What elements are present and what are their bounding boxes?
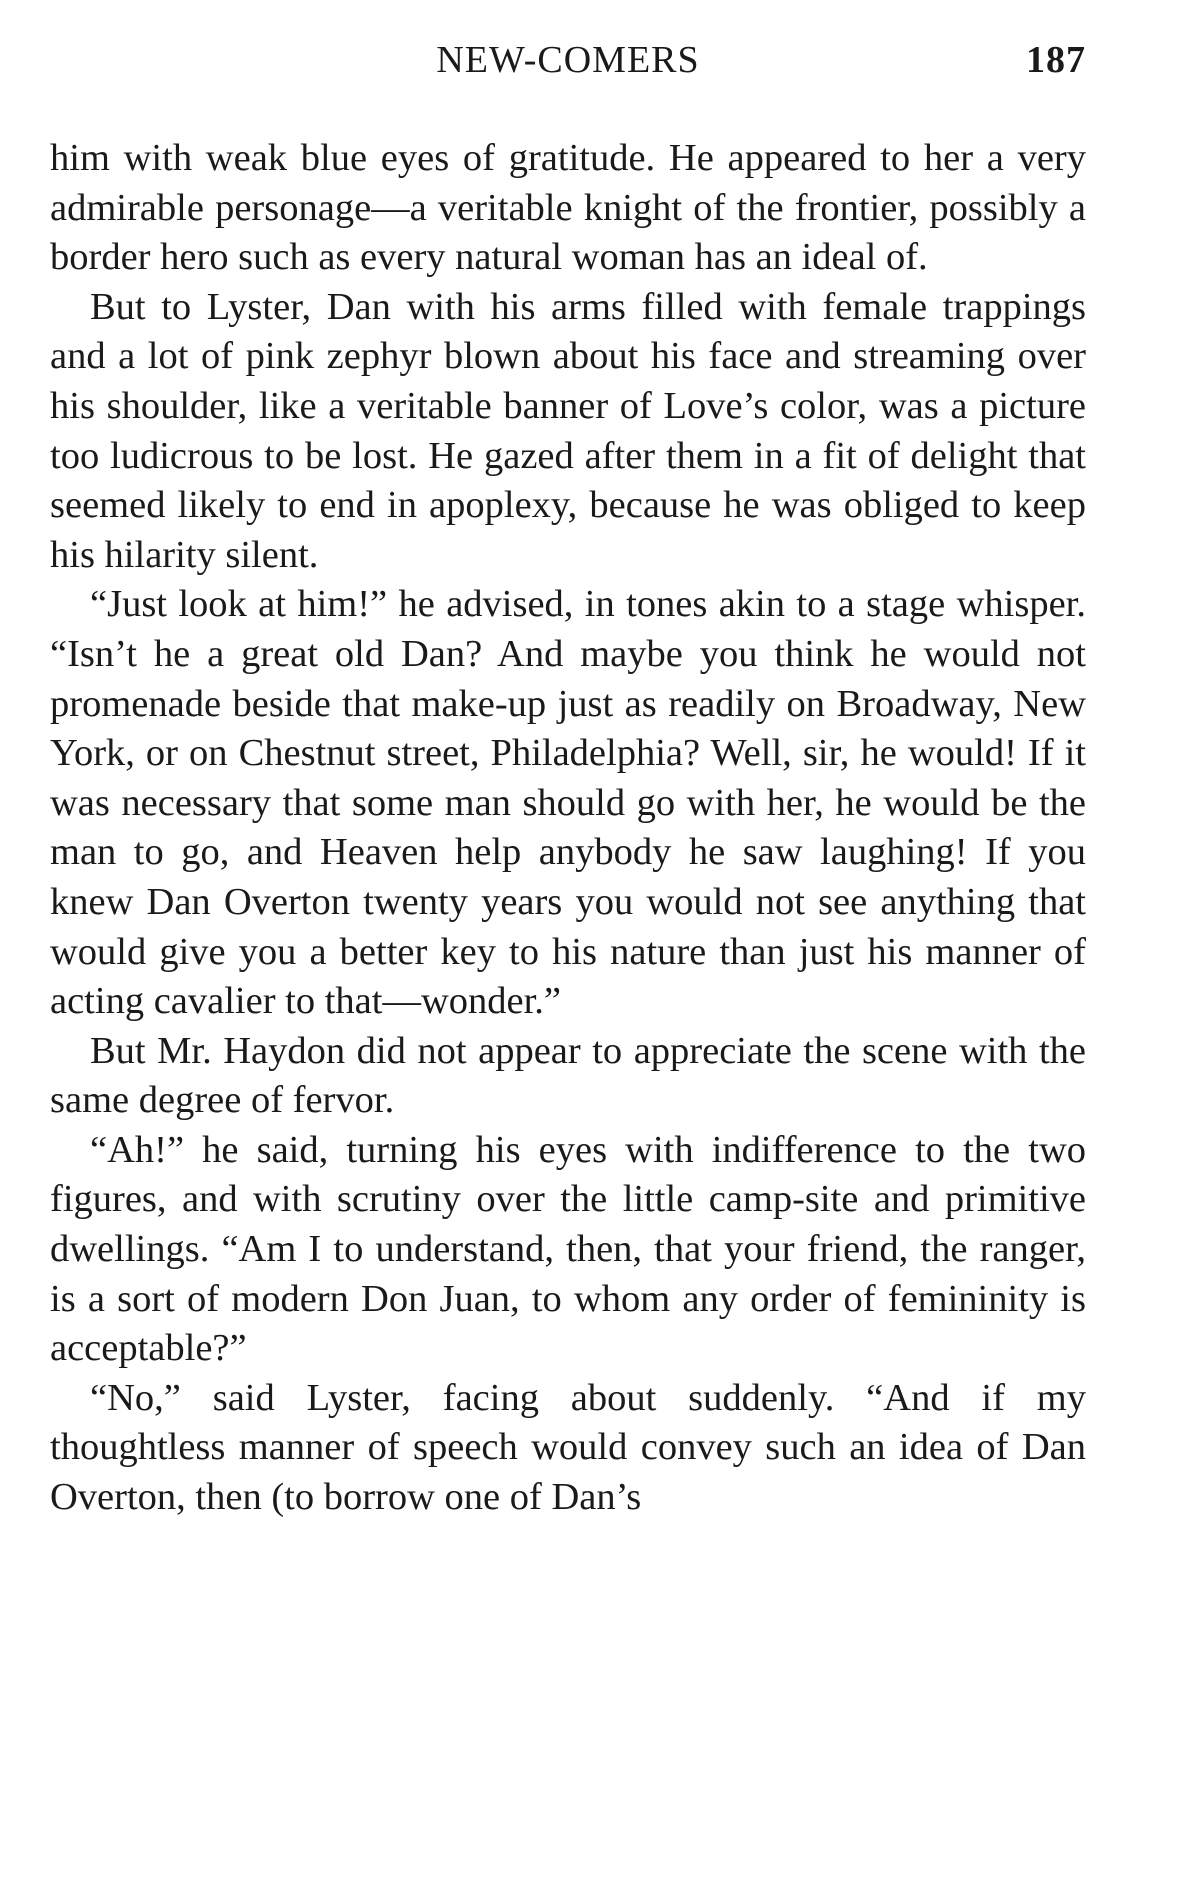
running-header bbox=[50, 30, 1086, 90]
page-number: 187 bbox=[1026, 39, 1086, 81]
paragraph: But Mr. Haydon did not appear to appreciate the scene with the same degree of fervor. bbox=[50, 1029, 1086, 1122]
paragraph: him with weak blue eyes of gratitude. He appeared to her a very admirable personage—a veritable knight of the frontier, possibly a border hero such as every natural woman has an ideal of. bbox=[50, 137, 1086, 279]
paragraph: “Just look at him!” he advised, in tones akin to a stage whisper. “Isn’t he a great old Dan? And maybe you think he would not promenade beside that make-up just as readily on Broadway, New York, or on Chestnut street, Philadelphia? Well, sir, he would! If it was necessary that some man should go with her, he would be the man to go, and Heaven help anybody he saw laughing! If you knew Dan Overton twenty years you would not see anything that would give you a better key to his nature than just his manner of acting cavalier to that—wonder.” bbox=[50, 583, 1086, 1023]
paragraph: “No,” said Lyster, facing about suddenly. “And if my thoughtless manner of speech would convey such an idea of Dan Overton, then (to borrow one of Dan’s bbox=[50, 1376, 1086, 1519]
paragraph: But to Lyster, Dan with his arms filled with female trappings and a lot of pink zephyr blown about his face and streaming over his shoulder, like a veritable banner of Love’s color, was a picture too ludicrous to be lost. He gazed after them in a fit of delight that seemed likely to end in apoplexy, because he was obliged to keep his hilarity silent. bbox=[50, 285, 1086, 576]
body-text bbox=[50, 134, 1086, 1523]
running-title: NEW-COMERS bbox=[436, 39, 700, 81]
paragraph: “Ah!” he said, turning his eyes with indifference to the two figures, and with scrutiny over the little camp-site and primitive dwellings. “Am I to understand, then, that your friend, the ranger, is a sort of modern Don Juan, to whom any order of femininity is acceptable?” bbox=[50, 1128, 1086, 1370]
page-content bbox=[50, 30, 1086, 1523]
